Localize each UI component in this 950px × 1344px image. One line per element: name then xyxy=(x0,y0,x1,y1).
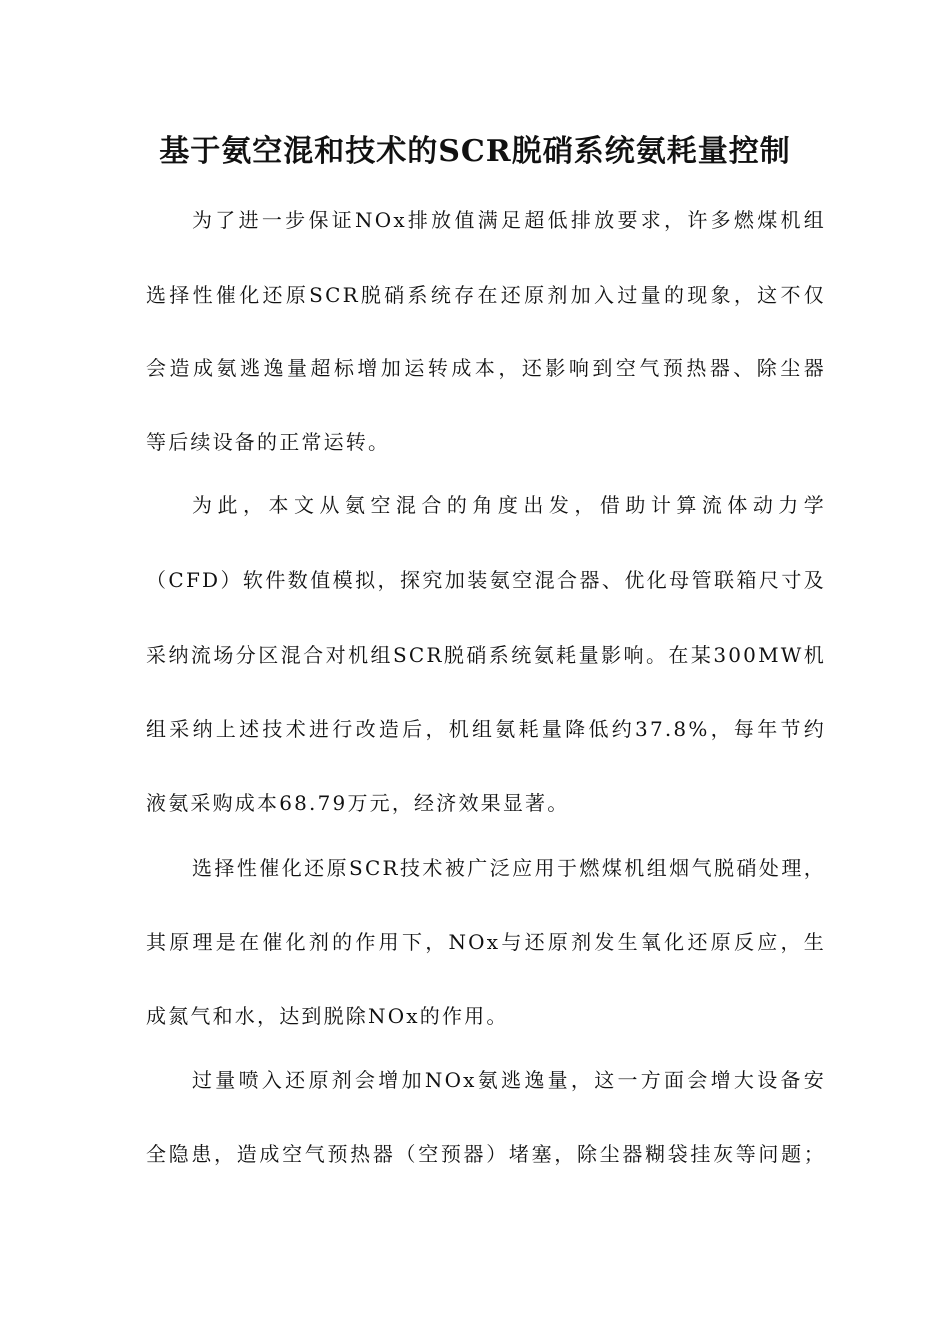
paragraph-2-line-2: （CFD）软件数值模拟，探究加装氨空混合器、优化母管联箱尺寸及 xyxy=(146,568,826,592)
paragraph-2-line-5: 液氨采购成本68.79万元，经济效果显著。 xyxy=(146,791,570,815)
paragraph-3-line-3: 成氮气和水，达到脱除NOx的作用。 xyxy=(146,1004,509,1028)
paragraph-2-line-3: 采纳流场分区混合对机组SCR脱硝系统氨耗量影响。在某300MW机 xyxy=(146,643,826,667)
paragraph-3-line-2: 其原理是在催化剂的作用下，NOx与还原剂发生氧化还原反应，生 xyxy=(146,930,826,954)
paragraph-1-line-1: 为了进一步保证NOx排放值满足超低排放要求，许多燃煤机组 xyxy=(192,208,826,232)
paragraph-3-line-1: 选择性催化还原SCR技术被广泛应用于燃煤机组烟气脱硝处理， xyxy=(192,856,826,880)
paragraph-4-line-2: 全隐患，造成空气预热器（空预器）堵塞，除尘器糊袋挂灰等问题； xyxy=(146,1142,826,1166)
paragraph-2-line-1: 为此，本文从氨空混合的角度出发，借助计算流体动力学 xyxy=(192,493,826,517)
paragraph-1-line-3: 会造成氨逃逸量超标增加运转成本，还影响到空气预热器、除尘器 xyxy=(146,356,826,380)
paragraph-2-line-4: 组采纳上述技术进行改造后，机组氨耗量降低约37.8%，每年节约 xyxy=(146,717,826,741)
document-title: 基于氨空混和技术的SCR脱硝系统氨耗量控制 xyxy=(159,134,791,169)
paragraph-1-line-2: 选择性催化还原SCR脱硝系统存在还原剂加入过量的现象，这不仅 xyxy=(146,283,826,307)
paragraph-1-line-4: 等后续设备的正常运转。 xyxy=(146,430,391,454)
paragraph-4-line-1: 过量喷入还原剂会增加NOx氨逃逸量，这一方面会增大设备安 xyxy=(192,1068,826,1092)
